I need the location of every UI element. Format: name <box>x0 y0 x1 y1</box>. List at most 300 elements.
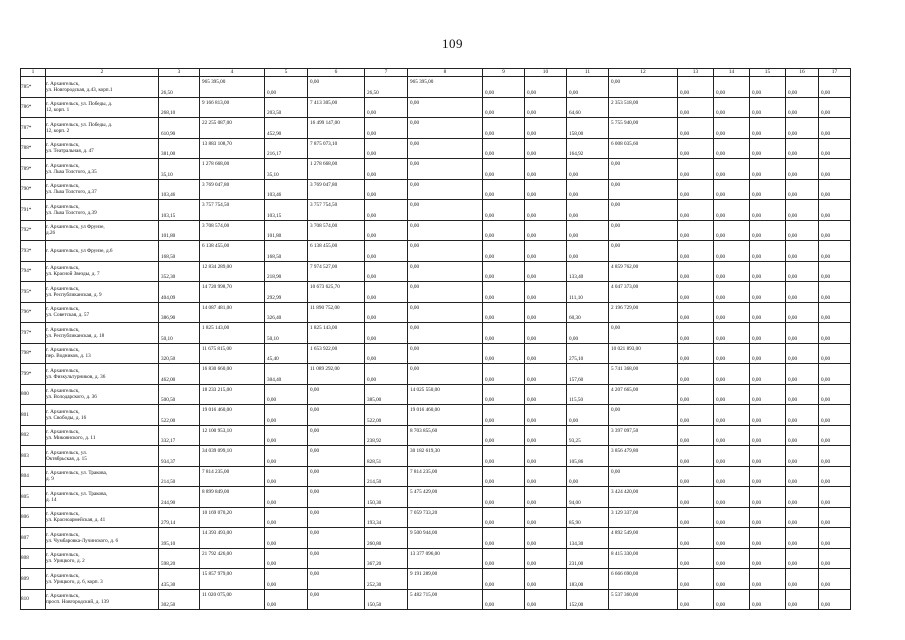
value-bottom: 292,99 <box>267 294 282 301</box>
value-top: 13 883 108,70 <box>202 140 232 147</box>
address-line: г. Архангельск, <box>46 326 80 333</box>
value-cell <box>714 200 750 221</box>
value-top: 14 393 493,00 <box>202 530 232 536</box>
value-cell <box>408 446 483 467</box>
value-bottom: 0,00 <box>788 540 798 547</box>
value-bottom: 0,00 <box>485 294 495 301</box>
value-cell <box>714 323 750 344</box>
value-cell <box>609 343 678 364</box>
value-top: 0,00 <box>611 161 621 167</box>
table-row <box>21 384 851 405</box>
address-line: г. Архангельск, <box>46 511 80 518</box>
value-cell <box>750 343 786 364</box>
value-cell <box>714 343 750 364</box>
value-top: 0,00 <box>310 79 320 85</box>
value-bottom: 0,00 <box>527 233 537 239</box>
value-top: 3 397 097,50 <box>611 427 639 434</box>
address-line: ул. Льва Толстого, д.35 <box>46 168 97 175</box>
value-bottom: 0,00 <box>485 233 495 239</box>
value-bottom: 0,00 <box>788 356 798 362</box>
value-bottom: 152,00 <box>569 602 584 608</box>
value-bottom: 0,00 <box>752 274 762 280</box>
value-cell <box>483 405 525 426</box>
value-top: 11 089 292,00 <box>310 366 340 372</box>
value-bottom: 0,00 <box>267 581 277 588</box>
value-cell <box>678 77 714 98</box>
value-top: 5 482 715,00 <box>410 591 438 598</box>
value-cell <box>159 261 200 282</box>
value-cell <box>786 159 819 180</box>
value-cell <box>567 282 609 303</box>
value-bottom: 0,00 <box>267 397 277 403</box>
value-bottom: 218,90 <box>267 274 282 280</box>
address-cell <box>46 446 159 467</box>
value-cell <box>678 589 714 610</box>
value-top: 0,00 <box>310 427 320 434</box>
value-top: 3 708 574,00 <box>310 222 338 229</box>
value-cell <box>365 118 408 139</box>
address-cell <box>46 343 159 364</box>
value-bottom: 0,00 <box>752 110 762 116</box>
value-cell <box>609 220 678 241</box>
value-bottom: 0,00 <box>788 376 798 383</box>
row-number: 795* <box>21 282 46 303</box>
value-cell <box>483 97 525 118</box>
value-cell <box>750 118 786 139</box>
column-number: 1 <box>21 69 46 77</box>
value-cell <box>567 200 609 221</box>
column-number: 16 <box>786 69 819 77</box>
value-cell <box>819 466 851 487</box>
value-cell <box>265 282 308 303</box>
value-cell <box>750 77 786 98</box>
value-cell <box>678 425 714 446</box>
value-cell <box>483 487 525 508</box>
value-cell <box>265 159 308 180</box>
value-cell <box>308 200 365 221</box>
header-row <box>21 69 851 77</box>
address-line: ул. Микоянского, д. 11 <box>46 435 96 442</box>
value-bottom: 244,90 <box>161 499 176 506</box>
column-number: 14 <box>714 69 750 77</box>
value-bottom: 0,00 <box>527 417 537 424</box>
value-cell <box>786 323 819 344</box>
value-bottom: 0,00 <box>527 110 537 116</box>
value-cell <box>819 118 851 139</box>
value-bottom: 0,00 <box>485 335 495 342</box>
value-top: 22 255 087,00 <box>202 120 232 126</box>
value-cell <box>265 97 308 118</box>
value-top: 9 166 813,00 <box>202 99 230 106</box>
value-top: 0,00 <box>611 79 621 85</box>
address-line: ул. Володарского, д. 36 <box>46 394 97 401</box>
value-top: 5 755 940,00 <box>611 120 639 126</box>
column-number: 13 <box>678 69 714 77</box>
value-bottom: 435,30 <box>161 581 176 588</box>
value-top: 7 875 073,10 <box>310 140 338 147</box>
value-cell <box>714 220 750 241</box>
address-line: д.26 <box>46 230 56 237</box>
value-cell <box>483 548 525 569</box>
value-cell <box>200 241 265 262</box>
value-top: 8 415 330,00 <box>611 550 639 557</box>
value-cell <box>678 220 714 241</box>
value-bottom: 0,00 <box>788 315 798 321</box>
value-cell <box>678 507 714 528</box>
value-cell <box>159 364 200 385</box>
value-cell <box>786 97 819 118</box>
value-top: 19 016 460,00 <box>410 407 440 413</box>
row-number: 798* <box>21 343 46 364</box>
value-cell <box>408 241 483 262</box>
value-cell <box>609 384 678 405</box>
value-cell <box>200 302 265 323</box>
value-bottom: 0,00 <box>716 397 726 403</box>
value-bottom: 0,00 <box>680 294 690 301</box>
value-bottom: 64,60 <box>569 110 581 116</box>
value-bottom: 0,00 <box>267 458 277 465</box>
value-cell <box>786 261 819 282</box>
value-cell <box>819 323 851 344</box>
row-number: 787* <box>21 118 46 139</box>
value-top: 7 974 527,00 <box>310 263 338 270</box>
address-cell <box>46 528 159 549</box>
address-line: д. 14 <box>46 496 57 503</box>
address-line: ул. Урицкого, д. 6, корп. 3 <box>46 578 103 585</box>
value-cell <box>819 179 851 200</box>
value-bottom: 0,00 <box>267 602 277 608</box>
value-cell <box>483 200 525 221</box>
value-bottom: 0,00 <box>485 89 495 96</box>
value-bottom: 0,00 <box>752 294 762 301</box>
value-top: 8 899 849,00 <box>202 489 230 495</box>
value-cell <box>819 302 851 323</box>
value-cell <box>200 138 265 159</box>
value-cell <box>819 282 851 303</box>
value-top: 0,00 <box>310 468 320 475</box>
value-cell <box>483 528 525 549</box>
value-bottom: 0,00 <box>680 438 690 444</box>
value-cell <box>609 364 678 385</box>
value-cell <box>714 179 750 200</box>
value-cell <box>483 282 525 303</box>
value-bottom: 94,00 <box>569 499 581 506</box>
value-bottom: 0,00 <box>367 212 377 219</box>
value-cell <box>525 343 567 364</box>
value-cell <box>408 548 483 569</box>
value-cell <box>265 118 308 139</box>
value-cell <box>567 179 609 200</box>
value-cell <box>750 364 786 385</box>
address-cell <box>46 138 159 159</box>
value-bottom: 0,00 <box>527 602 537 608</box>
value-bottom: 268,10 <box>161 110 176 116</box>
address-cell <box>46 487 159 508</box>
value-cell <box>365 77 408 98</box>
value-bottom: 0,00 <box>716 110 726 116</box>
address-line: г. Архангельск, <box>46 80 80 87</box>
row-number: 794* <box>21 261 46 282</box>
value-bottom: 0,00 <box>485 397 495 403</box>
address-line: г. Архангельск, <box>46 285 80 292</box>
value-cell <box>714 118 750 139</box>
value-cell <box>678 159 714 180</box>
value-cell <box>819 405 851 426</box>
value-bottom: 0,00 <box>569 417 579 424</box>
value-cell <box>308 548 365 569</box>
value-top: 13 377 096,00 <box>410 550 440 557</box>
address-cell <box>46 364 159 385</box>
value-bottom: 0,00 <box>821 171 831 178</box>
table-row <box>21 77 851 98</box>
value-cell <box>365 200 408 221</box>
value-bottom: 0,00 <box>367 335 377 342</box>
value-cell <box>265 364 308 385</box>
value-bottom: 0,00 <box>752 458 762 465</box>
address-cell <box>46 282 159 303</box>
value-cell <box>365 548 408 569</box>
value-cell <box>609 97 678 118</box>
value-cell <box>408 302 483 323</box>
value-bottom: 101,80 <box>161 233 176 239</box>
value-cell <box>365 220 408 241</box>
value-bottom: 0,00 <box>267 540 277 547</box>
value-bottom: 0,00 <box>716 581 726 588</box>
value-top: 14 025 550,00 <box>410 386 440 393</box>
value-bottom: 193,34 <box>367 520 382 526</box>
value-bottom: 0,00 <box>788 274 798 280</box>
value-top: 9 191 289,00 <box>410 571 438 577</box>
value-bottom: 0,00 <box>716 376 726 383</box>
value-bottom: 0,00 <box>485 438 495 444</box>
value-cell <box>819 425 851 446</box>
address-line: г. Архангельск, <box>46 429 80 436</box>
column-number: 9 <box>483 69 525 77</box>
table-row <box>21 118 851 139</box>
value-bottom: 0,00 <box>716 458 726 465</box>
value-cell <box>678 179 714 200</box>
value-cell <box>308 446 365 467</box>
value-cell <box>408 261 483 282</box>
value-top: 3 757 754,50 <box>310 202 338 208</box>
value-bottom: 0,00 <box>527 171 537 178</box>
value-bottom: 0,00 <box>821 356 831 362</box>
value-bottom: 0,00 <box>680 376 690 383</box>
value-cell <box>678 384 714 405</box>
value-top: 2 353 518,00 <box>611 99 639 106</box>
value-bottom: 101,80 <box>267 233 282 239</box>
value-cell <box>265 302 308 323</box>
value-bottom: 0,00 <box>821 151 831 157</box>
table-row <box>21 569 851 590</box>
row-number: 802 <box>21 425 46 446</box>
value-bottom: 367,20 <box>367 561 382 567</box>
address-cell <box>46 405 159 426</box>
column-number: 15 <box>750 69 786 77</box>
value-cell <box>609 487 678 508</box>
value-cell <box>365 446 408 467</box>
value-bottom: 0,00 <box>680 335 690 342</box>
value-bottom: 0,00 <box>752 253 762 260</box>
value-top: 0,00 <box>410 222 420 229</box>
value-bottom: 0,00 <box>680 192 690 198</box>
value-cell <box>714 425 750 446</box>
value-top: 3 129 337,00 <box>611 509 639 516</box>
value-cell <box>786 466 819 487</box>
value-bottom: 0,00 <box>485 315 495 321</box>
value-cell <box>750 138 786 159</box>
value-bottom: 0,00 <box>716 417 726 424</box>
value-cell <box>567 569 609 590</box>
value-bottom: 304,40 <box>267 376 282 383</box>
value-cell <box>525 425 567 446</box>
value-cell <box>365 569 408 590</box>
value-cell <box>483 179 525 200</box>
value-cell <box>567 77 609 98</box>
value-cell <box>525 77 567 98</box>
address-line: ул. Льва Толстого, д.37 <box>46 189 97 196</box>
value-bottom: 0,00 <box>485 192 495 198</box>
value-cell <box>786 528 819 549</box>
value-bottom: 168,50 <box>161 253 176 260</box>
value-cell <box>265 528 308 549</box>
value-bottom: 0,00 <box>788 253 798 260</box>
value-cell <box>365 507 408 528</box>
value-cell <box>678 466 714 487</box>
address-cell <box>46 507 159 528</box>
value-bottom: 0,00 <box>527 274 537 280</box>
value-cell <box>159 200 200 221</box>
value-bottom: 0,00 <box>680 151 690 157</box>
table-row <box>21 466 851 487</box>
table-row <box>21 425 851 446</box>
value-cell <box>365 138 408 159</box>
row-number: 786* <box>21 97 46 118</box>
row-number: 796* <box>21 302 46 323</box>
value-bottom: 0,00 <box>680 581 690 588</box>
value-cell <box>525 569 567 590</box>
value-cell <box>408 200 483 221</box>
value-top: 1 825 143,00 <box>310 325 338 331</box>
value-cell <box>714 364 750 385</box>
value-top: 0,00 <box>310 550 320 557</box>
value-bottom: 0,00 <box>527 520 537 526</box>
column-number: 10 <box>525 69 567 77</box>
value-top: 3 769 047,80 <box>202 181 230 188</box>
value-bottom: 0,00 <box>367 376 377 383</box>
address-line: 12, корп. 1 <box>46 107 70 114</box>
value-bottom: 0,00 <box>680 171 690 178</box>
value-bottom: 320,50 <box>161 356 176 362</box>
value-cell <box>159 466 200 487</box>
value-top: 1 653 922,00 <box>310 345 338 352</box>
value-cell <box>819 446 851 467</box>
address-line: г. Архангельск, <box>46 306 80 313</box>
value-bottom: 0,00 <box>716 130 726 137</box>
value-cell <box>750 405 786 426</box>
value-top: 3 769 047,80 <box>310 181 338 188</box>
value-cell <box>200 179 265 200</box>
address-cell <box>46 97 159 118</box>
value-cell <box>308 569 365 590</box>
value-bottom: 0,00 <box>680 479 690 485</box>
value-top: 4 859 762,00 <box>611 263 639 270</box>
value-cell <box>567 261 609 282</box>
value-cell <box>159 282 200 303</box>
table-row <box>21 446 851 467</box>
value-cell <box>786 507 819 528</box>
address-line: г. Архангельск, <box>46 552 80 559</box>
value-cell <box>609 302 678 323</box>
value-cell <box>408 97 483 118</box>
value-cell <box>200 364 265 385</box>
value-cell <box>408 159 483 180</box>
value-cell <box>159 323 200 344</box>
value-cell <box>308 425 365 446</box>
value-cell <box>819 343 851 364</box>
table-row <box>21 282 851 303</box>
value-cell <box>678 261 714 282</box>
value-bottom: 0,00 <box>267 438 277 444</box>
value-bottom: 0,00 <box>267 417 277 424</box>
value-top: 0,00 <box>611 407 621 413</box>
value-cell <box>750 282 786 303</box>
value-bottom: 0,00 <box>752 581 762 588</box>
value-top: 4 047 373,00 <box>611 284 639 290</box>
value-cell <box>365 384 408 405</box>
value-bottom: 0,00 <box>821 253 831 260</box>
value-bottom: 26,50 <box>161 89 173 96</box>
value-bottom: 0,00 <box>527 540 537 547</box>
value-top: 10 169 070,20 <box>202 509 232 516</box>
value-top: 30 182 619,30 <box>410 448 440 454</box>
row-number: 789* <box>21 159 46 180</box>
value-cell <box>308 528 365 549</box>
address-line: г. Архангельск, <box>46 142 80 149</box>
value-cell <box>567 118 609 139</box>
value-cell <box>265 323 308 344</box>
value-bottom: 332,17 <box>161 438 176 444</box>
value-cell <box>200 323 265 344</box>
value-cell <box>609 179 678 200</box>
value-top: 3 757 754,50 <box>202 202 230 208</box>
value-top: 0,00 <box>310 448 320 454</box>
value-cell <box>786 302 819 323</box>
value-bottom: 0,00 <box>788 520 798 526</box>
value-cell <box>609 589 678 610</box>
value-cell <box>525 261 567 282</box>
value-cell <box>525 384 567 405</box>
column-number: 6 <box>308 69 365 77</box>
value-bottom: 0,00 <box>527 315 537 321</box>
value-cell <box>159 343 200 364</box>
value-cell <box>750 507 786 528</box>
value-cell <box>678 569 714 590</box>
value-cell <box>200 487 265 508</box>
value-cell <box>525 200 567 221</box>
value-bottom: 0,00 <box>716 602 726 608</box>
value-cell <box>714 138 750 159</box>
value-cell <box>678 118 714 139</box>
column-number: 5 <box>265 69 308 77</box>
value-cell <box>365 487 408 508</box>
row-number: 797* <box>21 323 46 344</box>
value-bottom: 0,00 <box>680 417 690 424</box>
value-cell <box>714 241 750 262</box>
value-bottom: 0,00 <box>680 212 690 219</box>
value-bottom: 0,00 <box>716 499 726 506</box>
row-number: 793* <box>21 241 46 262</box>
